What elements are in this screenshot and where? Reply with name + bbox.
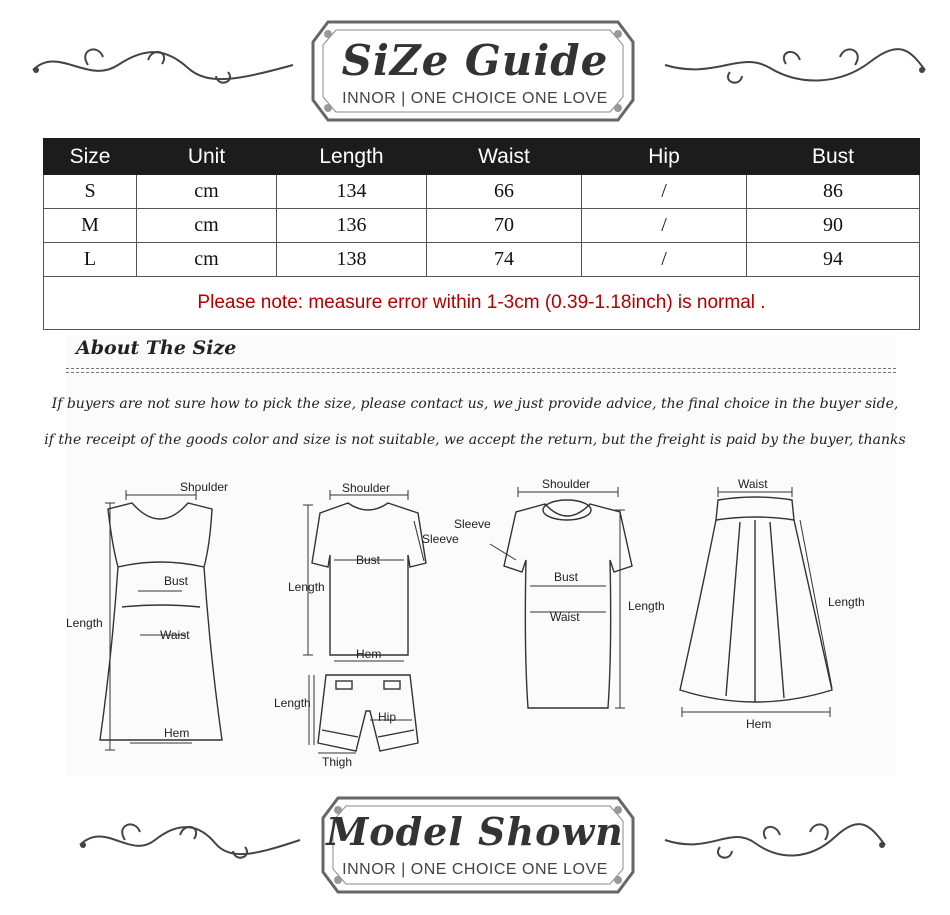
table-row xyxy=(44,209,920,243)
right-flourish-icon xyxy=(660,40,930,90)
dress-diagram xyxy=(60,475,260,765)
shorts-hip-label: Hip xyxy=(378,710,397,724)
table-row xyxy=(44,175,920,209)
cell-waist: 70 xyxy=(427,209,582,243)
cell-hip: / xyxy=(582,175,747,209)
cell-size: S xyxy=(44,175,137,209)
skirt-length-label: Length xyxy=(828,595,865,609)
dress-bust-label: Bust xyxy=(164,574,189,588)
column-header-bust: Bust xyxy=(747,139,920,175)
cell-hip: / xyxy=(582,209,747,243)
model-shown-banner xyxy=(0,785,950,915)
skirt-waist-label: Waist xyxy=(738,477,768,491)
top-bust-label: Bust xyxy=(554,570,579,584)
size-table xyxy=(43,138,920,330)
tshirt-sleeve-label: Sleeve xyxy=(422,532,459,546)
column-header-hip: Hip xyxy=(582,139,747,175)
note-row xyxy=(44,277,920,330)
shorts-thigh-label: Thigh xyxy=(322,755,353,769)
column-header-size: Size xyxy=(44,139,137,175)
cell-size: L xyxy=(44,243,137,277)
cell-waist: 66 xyxy=(427,175,582,209)
cell-unit: cm xyxy=(137,175,277,209)
table-header-row xyxy=(44,139,920,175)
dress-shoulder-label: Shoulder xyxy=(180,480,229,494)
dress-waist-label: Waist xyxy=(160,628,190,642)
divider xyxy=(66,372,896,373)
skirt-diagram xyxy=(670,470,900,740)
cell-length: 136 xyxy=(277,209,427,243)
tshirt-length-label: Length xyxy=(288,580,325,594)
cell-length: 138 xyxy=(277,243,427,277)
tshirt-shoulder-label: Shoulder xyxy=(342,481,391,495)
cell-bust: 90 xyxy=(747,209,920,243)
size-guide-title: SiZe Guide xyxy=(341,36,609,85)
dress-length-label: Length xyxy=(66,616,103,630)
divider xyxy=(66,368,896,369)
about-title: About The Size xyxy=(76,337,237,359)
cell-bust: 86 xyxy=(747,175,920,209)
cell-hip: / xyxy=(582,243,747,277)
shorts-length-label: Length xyxy=(274,696,311,710)
column-header-length: Length xyxy=(277,139,427,175)
cell-length: 134 xyxy=(277,175,427,209)
top-length-label: Length xyxy=(628,599,665,613)
table-row xyxy=(44,243,920,277)
top-diagram xyxy=(450,470,680,740)
right-flourish-icon xyxy=(660,815,890,865)
column-header-waist: Waist xyxy=(427,139,582,175)
column-header-unit: Unit xyxy=(137,139,277,175)
skirt-hem-label: Hem xyxy=(746,717,772,731)
tshirt-shorts-diagram xyxy=(268,475,468,775)
size-guide-banner xyxy=(0,0,950,130)
cell-bust: 94 xyxy=(747,243,920,277)
size-guide-subtitle: INNOR | ONE CHOICE ONE LOVE xyxy=(342,90,608,107)
model-shown-subtitle: INNOR | ONE CHOICE ONE LOVE xyxy=(342,861,608,878)
top-sleeve-label: Sleeve xyxy=(454,517,491,531)
cell-size: M xyxy=(44,209,137,243)
measurement-note: Please note: measure error within 1-3cm (0.39-1.18inch) is normal . xyxy=(44,277,920,330)
dress-hem-label: Hem xyxy=(164,726,190,740)
model-shown-title: Model Shown xyxy=(326,809,624,854)
cell-waist: 74 xyxy=(427,243,582,277)
cell-unit: cm xyxy=(137,209,277,243)
about-line-2: if the receipt of the goods color and size is not suitable, we accept the return, but the freight is paid by the buyer, thanks xyxy=(44,432,906,448)
top-waist-label: Waist xyxy=(550,610,580,624)
tshirt-bust-label: Bust xyxy=(356,553,381,567)
cell-unit: cm xyxy=(137,243,277,277)
about-line-1: If buyers are not sure how to pick the size, please contact us, we just provide advice, the final choice in the buyer side, xyxy=(51,396,899,412)
tshirt-hem-label: Hem xyxy=(356,647,382,661)
top-shoulder-label: Shoulder xyxy=(542,477,591,491)
